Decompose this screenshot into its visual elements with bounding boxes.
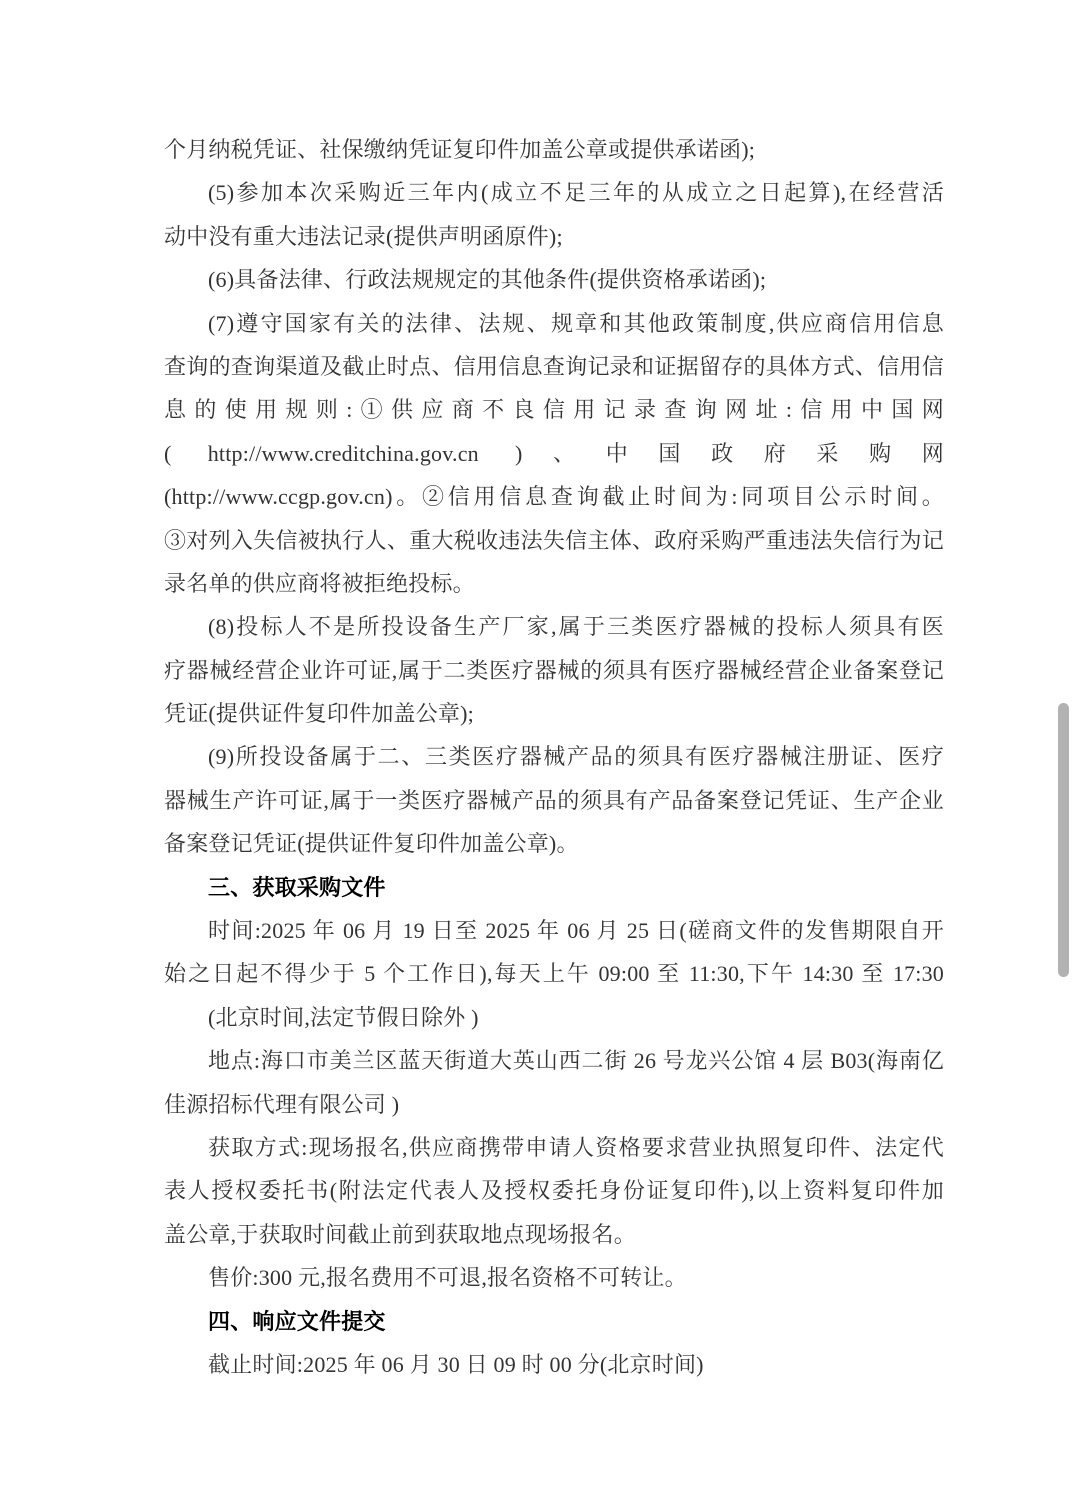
text-line: 凭证(提供证件复印件加盖公章);: [164, 701, 474, 727]
text-line: (北京时间,法定节假日除外 ): [208, 1004, 479, 1030]
text-line: 疗器械经营企业许可证,属于二类医疗器械的须具有医疗器械经营企业备案登记: [164, 657, 944, 683]
text-line: 截止时间:2025 年 06 月 30 日 09 时 00 分(北京时间): [208, 1351, 704, 1377]
text-line: (6)具备法律、行政法规规定的其他条件(提供资格承诺函);: [208, 267, 767, 293]
text-line: (9)所投设备属于二、三类医疗器械产品的须具有医疗器械注册证、医疗: [208, 744, 944, 770]
text-line: ③对列入失信被执行人、重大税收违法失信主体、政府采购严重违法失信行为记: [164, 527, 944, 553]
text-line: (5)参加本次采购近三年内(成立不足三年的从成立之日起算),在经营活: [208, 180, 944, 206]
text-line: 表人授权委托书(附法定代表人及授权委托身份证复印件),以上资料复印件加: [164, 1178, 944, 1204]
text-line: 始之日起不得少于 5 个工作日),每天上午 09:00 至 11:30,下午 14:30 至 17:30: [164, 961, 944, 987]
text-line: 售价:300 元,报名费用不可退,报名资格不可转让。: [208, 1265, 687, 1291]
text-line: 时间:2025 年 06 月 19 日至 2025 年 06 月 25 日(磋商文件的发售期限自开: [208, 918, 944, 944]
text-line: 四、响应文件提交: [208, 1308, 386, 1334]
document-body: [164, 128, 944, 1386]
text-line: (7)遵守国家有关的法律、法规、规章和其他政策制度,供应商信用信息: [208, 310, 944, 336]
text-line: 盖公章,于获取时间截止前到获取地点现场报名。: [164, 1221, 636, 1247]
scrollbar-thumb[interactable]: [1058, 703, 1069, 977]
text-line: 息的使用规则:①供应商不良信用记录查询网址:信用中国网: [164, 397, 944, 423]
text-line: 佳源招标代理有限公司 ): [164, 1091, 400, 1117]
text-line: 备案登记凭证(提供证件复印件加盖公章)。: [164, 831, 579, 857]
text-line: ( http://www.creditchina.gov.cn )、中国政府采购网: [164, 440, 944, 466]
text-line: 录名单的供应商将被拒绝投标。: [164, 570, 475, 596]
text-line: 器械生产许可证,属于一类医疗器械产品的须具有产品备案登记凭证、生产企业: [164, 787, 944, 813]
text-line: 地点:海口市美兰区蓝天街道大英山西二街 26 号龙兴公馆 4 层 B03(海南亿: [208, 1048, 944, 1074]
text-line: (http://www.ccgp.gov.cn)。②信用信息查询截止时间为:同项目公示时间。: [164, 484, 944, 510]
text-line: 三、获取采购文件: [208, 874, 386, 900]
text-line: 动中没有重大违法记录(提供声明函原件);: [164, 223, 563, 249]
text-line: 查询的查询渠道及截止时点、信用信息查询记录和证据留存的具体方式、信用信: [164, 353, 944, 379]
text-line: (8)投标人不是所投设备生产厂家,属于三类医疗器械的投标人须具有医: [208, 614, 944, 640]
text-line: 获取方式:现场报名,供应商携带申请人资格要求营业执照复印件、法定代: [208, 1134, 944, 1160]
text-line: 个月纳税凭证、社保缴纳凭证复印件加盖公章或提供承诺函);: [164, 137, 756, 162]
